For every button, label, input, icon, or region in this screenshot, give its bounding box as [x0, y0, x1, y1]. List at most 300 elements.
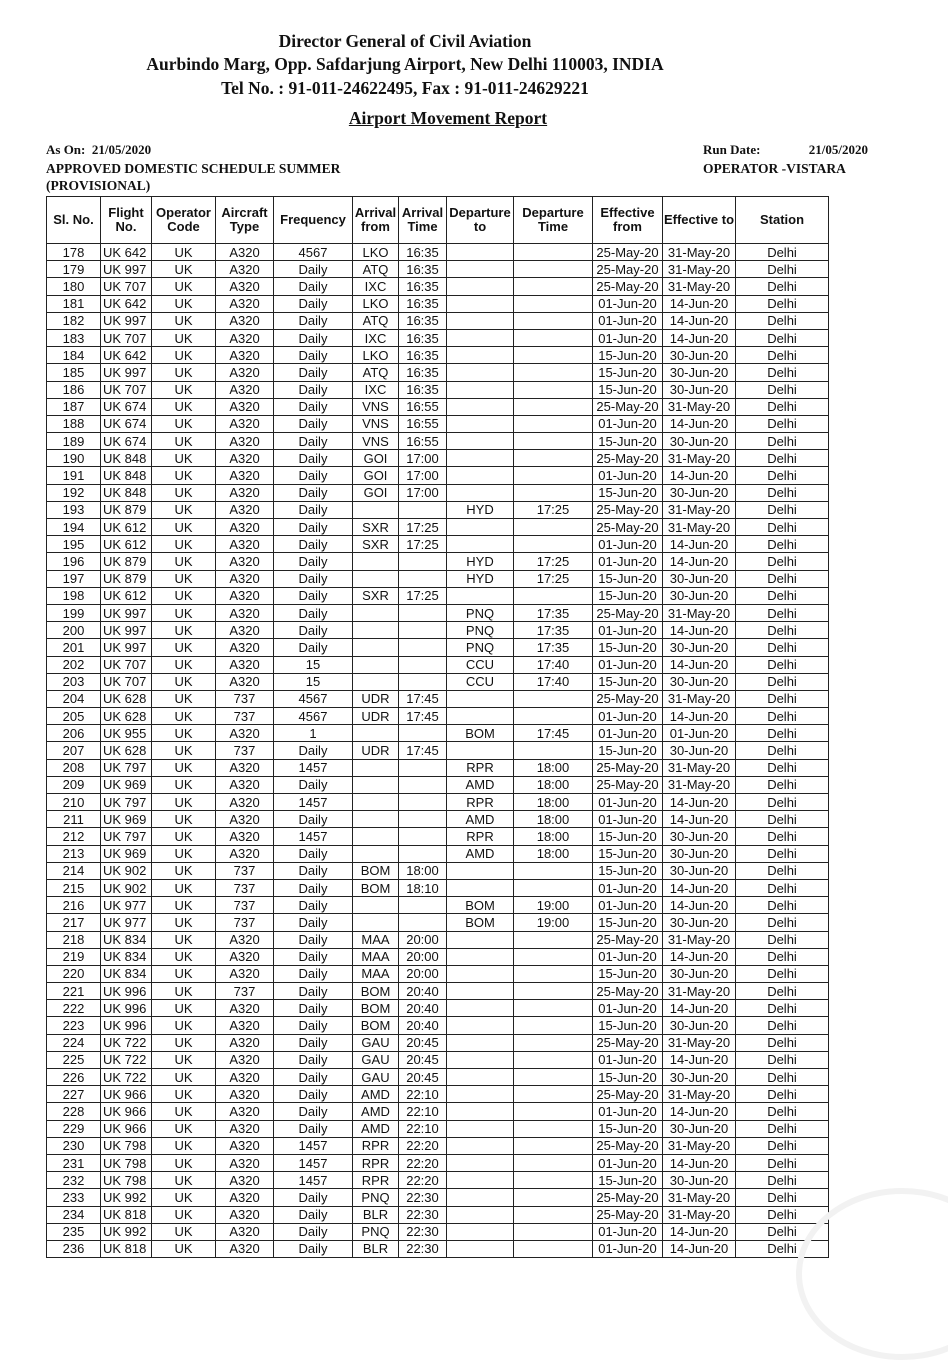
departure-to-cell: RPR — [447, 759, 514, 776]
effective-from-cell: 25-May-20 — [593, 1189, 663, 1206]
sl-no-cell: 211 — [47, 811, 101, 828]
operator-code-cell: UK — [152, 931, 216, 948]
arrival-from-cell — [353, 570, 399, 587]
table-row — [47, 897, 829, 914]
table-row — [47, 1240, 829, 1257]
arrival-time-cell: 16:55 — [399, 415, 447, 432]
arrival-from-cell — [353, 776, 399, 793]
operator-code-cell: UK — [152, 948, 216, 965]
column-header: Departure Time — [514, 197, 593, 244]
arrival-from-cell: MAA — [353, 931, 399, 948]
station-cell: Delhi — [736, 965, 829, 982]
aircraft-type-cell: A320 — [216, 759, 274, 776]
aircraft-type-cell: A320 — [216, 1206, 274, 1223]
arrival-from-cell — [353, 794, 399, 811]
departure-time-cell: 17:35 — [514, 604, 593, 621]
flight-no-cell: UK 628 — [101, 690, 152, 707]
effective-to-cell: 30-Jun-20 — [663, 381, 736, 398]
effective-from-cell: 25-May-20 — [593, 1206, 663, 1223]
sl-no-cell: 212 — [47, 828, 101, 845]
effective-to-cell: 31-May-20 — [663, 983, 736, 1000]
station-cell: Delhi — [736, 381, 829, 398]
effective-to-cell: 31-May-20 — [663, 1034, 736, 1051]
frequency-cell: Daily — [274, 295, 353, 312]
arrival-from-cell: LKO — [353, 244, 399, 261]
sl-no-cell: 181 — [47, 295, 101, 312]
arrival-from-cell: AMD — [353, 1086, 399, 1103]
aircraft-type-cell: 737 — [216, 897, 274, 914]
sl-no-cell: 188 — [47, 415, 101, 432]
org-contact: Tel No. : 91-011-24622495, Fax : 91-011-24629221 — [221, 78, 589, 98]
frequency-cell: 4567 — [274, 244, 353, 261]
movement-table — [46, 196, 829, 1258]
flight-no-cell: UK 997 — [101, 604, 152, 621]
arrival-from-cell: GOI — [353, 467, 399, 484]
arrival-from-cell — [353, 639, 399, 656]
table-row — [47, 914, 829, 931]
departure-to-cell — [447, 742, 514, 759]
arrival-from-cell: ATQ — [353, 364, 399, 381]
arrival-time-cell: 17:00 — [399, 467, 447, 484]
table-row — [47, 364, 829, 381]
table-header-row — [47, 197, 829, 244]
operator-code-cell: UK — [152, 1154, 216, 1171]
arrival-from-cell — [353, 501, 399, 518]
effective-to-cell: 14-Jun-20 — [663, 553, 736, 570]
effective-to-cell: 30-Jun-20 — [663, 828, 736, 845]
table-body — [47, 244, 829, 1258]
arrival-time-cell — [399, 501, 447, 518]
arrival-from-cell: BOM — [353, 862, 399, 879]
effective-from-cell: 01-Jun-20 — [593, 1154, 663, 1171]
arrival-from-cell — [353, 845, 399, 862]
departure-to-cell — [447, 708, 514, 725]
operator-code-cell: UK — [152, 794, 216, 811]
frequency-cell: 1457 — [274, 828, 353, 845]
operator-code-cell: UK — [152, 845, 216, 862]
operator-code-cell: UK — [152, 467, 216, 484]
departure-time-cell — [514, 690, 593, 707]
departure-time-cell — [514, 1206, 593, 1223]
frequency-cell: Daily — [274, 381, 353, 398]
arrival-time-cell: 22:10 — [399, 1086, 447, 1103]
sl-no-cell: 192 — [47, 484, 101, 501]
operator-code-cell: UK — [152, 862, 216, 879]
frequency-cell: Daily — [274, 1189, 353, 1206]
frequency-cell: Daily — [274, 450, 353, 467]
operator-code-cell: UK — [152, 553, 216, 570]
arrival-from-cell — [353, 725, 399, 742]
departure-to-cell — [447, 1189, 514, 1206]
sl-no-cell: 204 — [47, 690, 101, 707]
departure-time-cell: 18:00 — [514, 845, 593, 862]
sl-no-cell: 186 — [47, 381, 101, 398]
station-cell: Delhi — [736, 536, 829, 553]
frequency-cell: Daily — [274, 742, 353, 759]
operator-code-cell: UK — [152, 1172, 216, 1189]
frequency-cell: Daily — [274, 278, 353, 295]
departure-to-cell — [447, 450, 514, 467]
aircraft-type-cell: A320 — [216, 1154, 274, 1171]
arrival-time-cell: 16:35 — [399, 261, 447, 278]
departure-time-cell: 19:00 — [514, 914, 593, 931]
arrival-time-cell: 20:40 — [399, 1000, 447, 1017]
effective-from-cell: 15-Jun-20 — [593, 381, 663, 398]
effective-to-cell: 14-Jun-20 — [663, 312, 736, 329]
frequency-cell: Daily — [274, 622, 353, 639]
station-cell: Delhi — [736, 519, 829, 536]
station-cell: Delhi — [736, 914, 829, 931]
effective-to-cell: 30-Jun-20 — [663, 1069, 736, 1086]
sl-no-cell: 196 — [47, 553, 101, 570]
frequency-cell: Daily — [274, 519, 353, 536]
aircraft-type-cell: A320 — [216, 381, 274, 398]
frequency-cell: Daily — [274, 347, 353, 364]
aircraft-type-cell: A320 — [216, 604, 274, 621]
flight-no-cell: UK 722 — [101, 1034, 152, 1051]
table-row — [47, 604, 829, 621]
arrival-time-cell — [399, 622, 447, 639]
aircraft-type-cell: 737 — [216, 914, 274, 931]
effective-from-cell: 01-Jun-20 — [593, 295, 663, 312]
org-name: Director General of Civil Aviation — [278, 31, 532, 51]
frequency-cell: Daily — [274, 983, 353, 1000]
effective-from-cell: 25-May-20 — [593, 1137, 663, 1154]
departure-time-cell — [514, 983, 593, 1000]
table-row — [47, 1086, 829, 1103]
column-header: Sl. No. — [47, 197, 101, 244]
departure-to-cell — [447, 1137, 514, 1154]
operator-code-cell: UK — [152, 1120, 216, 1137]
station-cell: Delhi — [736, 948, 829, 965]
effective-from-cell: 15-Jun-20 — [593, 1017, 663, 1034]
effective-from-cell: 15-Jun-20 — [593, 1172, 663, 1189]
effective-from-cell: 25-May-20 — [593, 278, 663, 295]
departure-to-cell — [447, 1103, 514, 1120]
sl-no-cell: 229 — [47, 1120, 101, 1137]
effective-from-cell: 15-Jun-20 — [593, 364, 663, 381]
column-header: Effective from — [593, 197, 663, 244]
flight-no-cell: UK 879 — [101, 570, 152, 587]
sl-no-cell: 224 — [47, 1034, 101, 1051]
departure-to-cell — [447, 295, 514, 312]
effective-to-cell: 30-Jun-20 — [663, 1172, 736, 1189]
effective-to-cell: 30-Jun-20 — [663, 845, 736, 862]
operator-code-cell: UK — [152, 1240, 216, 1257]
sl-no-cell: 183 — [47, 329, 101, 346]
effective-from-cell: 15-Jun-20 — [593, 1069, 663, 1086]
sl-no-cell: 225 — [47, 1051, 101, 1068]
sl-no-cell: 180 — [47, 278, 101, 295]
station-cell: Delhi — [736, 450, 829, 467]
aircraft-type-cell: A320 — [216, 656, 274, 673]
frequency-cell: Daily — [274, 1051, 353, 1068]
sl-no-cell: 193 — [47, 501, 101, 518]
effective-from-cell: 25-May-20 — [593, 519, 663, 536]
arrival-from-cell: LKO — [353, 295, 399, 312]
departure-to-cell — [447, 467, 514, 484]
table-row — [47, 656, 829, 673]
station-cell: Delhi — [736, 501, 829, 518]
sl-no-cell: 217 — [47, 914, 101, 931]
effective-to-cell: 31-May-20 — [663, 501, 736, 518]
table-row — [47, 845, 829, 862]
arrival-from-cell: PNQ — [353, 1223, 399, 1240]
frequency-cell: Daily — [274, 553, 353, 570]
table-row — [47, 759, 829, 776]
departure-to-cell — [447, 329, 514, 346]
frequency-cell: Daily — [274, 433, 353, 450]
frequency-cell: 1457 — [274, 1154, 353, 1171]
aircraft-type-cell: A320 — [216, 725, 274, 742]
effective-to-cell: 31-May-20 — [663, 776, 736, 793]
station-cell: Delhi — [736, 329, 829, 346]
departure-to-cell: CCU — [447, 673, 514, 690]
station-cell: Delhi — [736, 656, 829, 673]
table-row — [47, 278, 829, 295]
arrival-time-cell: 20:45 — [399, 1051, 447, 1068]
table-row — [47, 398, 829, 415]
flight-no-cell: UK 997 — [101, 312, 152, 329]
table-row — [47, 742, 829, 759]
effective-from-cell: 15-Jun-20 — [593, 347, 663, 364]
departure-time-cell — [514, 708, 593, 725]
station-cell: Delhi — [736, 244, 829, 261]
aircraft-type-cell: A320 — [216, 1069, 274, 1086]
effective-from-cell: 01-Jun-20 — [593, 1103, 663, 1120]
effective-to-cell: 14-Jun-20 — [663, 708, 736, 725]
table-row — [47, 1034, 829, 1051]
aircraft-type-cell: A320 — [216, 1103, 274, 1120]
flight-no-cell: UK 902 — [101, 879, 152, 896]
operator-code-cell: UK — [152, 450, 216, 467]
effective-to-cell: 14-Jun-20 — [663, 811, 736, 828]
arrival-from-cell: SXR — [353, 587, 399, 604]
flight-no-cell: UK 834 — [101, 931, 152, 948]
table-row — [47, 484, 829, 501]
effective-to-cell: 14-Jun-20 — [663, 467, 736, 484]
arrival-from-cell: BOM — [353, 1017, 399, 1034]
aircraft-type-cell: A320 — [216, 570, 274, 587]
sl-no-cell: 203 — [47, 673, 101, 690]
flight-no-cell: UK 879 — [101, 501, 152, 518]
arrival-time-cell — [399, 639, 447, 656]
table-row — [47, 467, 829, 484]
arrival-from-cell: BOM — [353, 983, 399, 1000]
effective-to-cell: 14-Jun-20 — [663, 1223, 736, 1240]
arrival-time-cell: 20:00 — [399, 965, 447, 982]
aircraft-type-cell: A320 — [216, 1034, 274, 1051]
effective-from-cell: 15-Jun-20 — [593, 484, 663, 501]
frequency-cell: Daily — [274, 845, 353, 862]
departure-time-cell — [514, 1223, 593, 1240]
operator-code-cell: UK — [152, 742, 216, 759]
aircraft-type-cell: A320 — [216, 1051, 274, 1068]
departure-time-cell — [514, 261, 593, 278]
as-on-value: 21/05/2020 — [91, 142, 152, 157]
effective-from-cell: 15-Jun-20 — [593, 673, 663, 690]
departure-to-cell: PNQ — [447, 622, 514, 639]
operator-code-cell: UK — [152, 914, 216, 931]
frequency-cell: Daily — [274, 587, 353, 604]
aircraft-type-cell: 737 — [216, 983, 274, 1000]
table-row — [47, 1069, 829, 1086]
org-address: Aurbindo Marg, Opp. Safdarjung Airport, New Delhi 110003, INDIA — [146, 54, 664, 74]
departure-time-cell — [514, 1000, 593, 1017]
sl-no-cell: 207 — [47, 742, 101, 759]
arrival-time-cell: 17:25 — [399, 536, 447, 553]
effective-to-cell: 14-Jun-20 — [663, 1000, 736, 1017]
arrival-time-cell: 16:35 — [399, 364, 447, 381]
departure-to-cell — [447, 415, 514, 432]
sl-no-cell: 195 — [47, 536, 101, 553]
departure-to-cell — [447, 398, 514, 415]
table-row — [47, 1051, 829, 1068]
frequency-cell: 4567 — [274, 708, 353, 725]
departure-to-cell: CCU — [447, 656, 514, 673]
departure-time-cell — [514, 1086, 593, 1103]
effective-from-cell: 25-May-20 — [593, 931, 663, 948]
effective-to-cell: 14-Jun-20 — [663, 948, 736, 965]
operator-code-cell: UK — [152, 828, 216, 845]
departure-time-cell — [514, 948, 593, 965]
operator-code-cell: UK — [152, 759, 216, 776]
aircraft-type-cell: A320 — [216, 587, 274, 604]
aircraft-type-cell: A320 — [216, 536, 274, 553]
table-row — [47, 312, 829, 329]
column-header: Operator Code — [152, 197, 216, 244]
effective-from-cell: 01-Jun-20 — [593, 1223, 663, 1240]
effective-to-cell: 31-May-20 — [663, 1189, 736, 1206]
aircraft-type-cell: 737 — [216, 862, 274, 879]
frequency-cell: Daily — [274, 536, 353, 553]
departure-time-cell — [514, 312, 593, 329]
effective-from-cell: 25-May-20 — [593, 1034, 663, 1051]
operator-name: OPERATOR -VISTARA — [703, 161, 846, 176]
arrival-time-cell: 17:25 — [399, 519, 447, 536]
departure-to-cell — [447, 1120, 514, 1137]
departure-to-cell: AMD — [447, 845, 514, 862]
station-cell: Delhi — [736, 879, 829, 896]
effective-to-cell: 30-Jun-20 — [663, 347, 736, 364]
departure-time-cell — [514, 742, 593, 759]
frequency-cell: Daily — [274, 811, 353, 828]
station-cell: Delhi — [736, 295, 829, 312]
effective-to-cell: 30-Jun-20 — [663, 673, 736, 690]
arrival-time-cell: 16:35 — [399, 278, 447, 295]
departure-time-cell — [514, 1034, 593, 1051]
effective-from-cell: 01-Jun-20 — [593, 948, 663, 965]
frequency-cell: Daily — [274, 948, 353, 965]
arrival-time-cell — [399, 811, 447, 828]
frequency-cell: Daily — [274, 467, 353, 484]
effective-to-cell: 30-Jun-20 — [663, 862, 736, 879]
effective-to-cell: 14-Jun-20 — [663, 536, 736, 553]
operator-code-cell: UK — [152, 673, 216, 690]
station-cell: Delhi — [736, 776, 829, 793]
station-cell: Delhi — [736, 1103, 829, 1120]
station-cell: Delhi — [736, 845, 829, 862]
frequency-cell: Daily — [274, 398, 353, 415]
effective-from-cell: 25-May-20 — [593, 450, 663, 467]
aircraft-type-cell: A320 — [216, 1086, 274, 1103]
effective-to-cell: 14-Jun-20 — [663, 1051, 736, 1068]
frequency-cell: Daily — [274, 261, 353, 278]
effective-to-cell: 31-May-20 — [663, 759, 736, 776]
effective-from-cell: 01-Jun-20 — [593, 897, 663, 914]
table-row — [47, 879, 829, 896]
arrival-time-cell: 20:40 — [399, 983, 447, 1000]
departure-to-cell — [447, 1240, 514, 1257]
sl-no-cell: 189 — [47, 433, 101, 450]
arrival-from-cell: UDR — [353, 742, 399, 759]
flight-no-cell: UK 834 — [101, 948, 152, 965]
arrival-from-cell: BOM — [353, 879, 399, 896]
flight-no-cell: UK 612 — [101, 587, 152, 604]
table-row — [47, 1120, 829, 1137]
flight-no-cell: UK 707 — [101, 329, 152, 346]
effective-to-cell: 31-May-20 — [663, 604, 736, 621]
table-row — [47, 639, 829, 656]
flight-no-cell: UK 642 — [101, 347, 152, 364]
effective-to-cell: 14-Jun-20 — [663, 295, 736, 312]
aircraft-type-cell: A320 — [216, 811, 274, 828]
arrival-from-cell: BLR — [353, 1240, 399, 1257]
departure-to-cell: PNQ — [447, 639, 514, 656]
aircraft-type-cell: A320 — [216, 776, 274, 793]
effective-to-cell: 30-Jun-20 — [663, 570, 736, 587]
effective-to-cell: 30-Jun-20 — [663, 1120, 736, 1137]
frequency-cell: Daily — [274, 1240, 353, 1257]
departure-time-cell — [514, 1051, 593, 1068]
sl-no-cell: 187 — [47, 398, 101, 415]
flight-no-cell: UK 996 — [101, 983, 152, 1000]
sl-no-cell: 199 — [47, 604, 101, 621]
flight-no-cell: UK 969 — [101, 776, 152, 793]
column-header: Departure to — [447, 197, 514, 244]
arrival-from-cell — [353, 553, 399, 570]
operator-code-cell: UK — [152, 1086, 216, 1103]
effective-from-cell: 25-May-20 — [593, 1086, 663, 1103]
table-row — [47, 983, 829, 1000]
departure-time-cell — [514, 467, 593, 484]
arrival-time-cell — [399, 794, 447, 811]
frequency-cell: Daily — [274, 570, 353, 587]
aircraft-type-cell: 737 — [216, 690, 274, 707]
operator-code-cell: UK — [152, 329, 216, 346]
aircraft-type-cell: A320 — [216, 1017, 274, 1034]
operator-code-cell: UK — [152, 261, 216, 278]
station-cell: Delhi — [736, 484, 829, 501]
table-row — [47, 948, 829, 965]
sl-no-cell: 223 — [47, 1017, 101, 1034]
departure-to-cell — [447, 278, 514, 295]
effective-to-cell: 31-May-20 — [663, 450, 736, 467]
effective-to-cell: 14-Jun-20 — [663, 897, 736, 914]
table-row — [47, 1172, 829, 1189]
arrival-time-cell: 17:25 — [399, 587, 447, 604]
arrival-time-cell: 17:45 — [399, 742, 447, 759]
station-cell: Delhi — [736, 1137, 829, 1154]
arrival-from-cell — [353, 914, 399, 931]
effective-from-cell: 01-Jun-20 — [593, 467, 663, 484]
column-header: Flight No. — [101, 197, 152, 244]
operator-code-cell: UK — [152, 965, 216, 982]
operator-code-cell: UK — [152, 1017, 216, 1034]
sl-no-cell: 219 — [47, 948, 101, 965]
flight-no-cell: UK 818 — [101, 1206, 152, 1223]
aircraft-type-cell: A320 — [216, 398, 274, 415]
